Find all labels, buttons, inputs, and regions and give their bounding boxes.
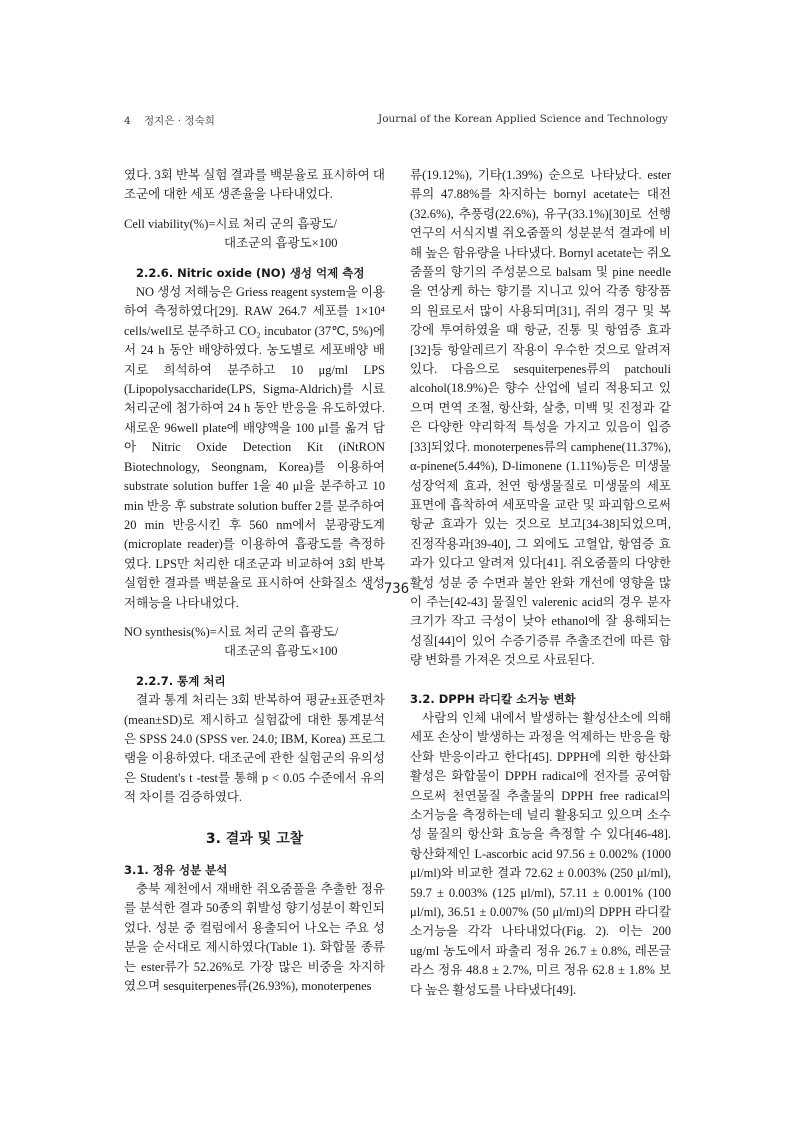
page-number: - 736 - <box>366 581 426 597</box>
paragraph-2-2-6: NO 생성 저해능은 Griess reagent system을 이용하여 측정하였다[29]. RAW 264.7 세포를 1×10⁴ cells/well로 분주하고 CO₂ incubator (37℃, 5%)에서 24 h 동안 배양하였다. 농도별로 세포배양 배지로 희석하여 분주하고 10 μg/ml LPS (Lipopolysaccharide(LPS, Sigma-Aldrich)를 시료 처리군에 첨가하여 24 h 동안 반응을 유도하였다. 새로운 96well plate에 배양액을 100 μl를 옮겨 담아 Nitric Oxide Detection Kit (iNtRON Biotechnology, Seongnam, Korea)를 이용하여 substrate solution buffer 1을 40 μl을 분주하고 10 min 반응 후 substrate solution buffer 2를 분주하여 20 min 반응시킨 후 560 nm에서 분광광도계(microplate reader)를 이용하여 흡광도를 측정하였다. LPS만 처리한 대조군과 비교하여 3회 반복 실험한 결과를 백분율로 표시하여 산화질소 생성 저해능을 나타내었다. <box>124 285 385 610</box>
formula-no-synthesis-line2: 대조군의 흡광도×100 <box>224 644 338 659</box>
paragraph-3-1: 충북 제천에서 재배한 쥐오줌풀을 추출한 정유를 분석한 결과 50종의 휘발성 향기성분이 확인되었다. 성분 중 컬럼에서 용출되어 나오는 주요 성분을 순서대로 제시하였다(Table 1). 화합물 종류는 ester류가 52.26%로 가장 많은 비중을 차지하였으며 sesquiterpenes류(26.93%), monoterpenes <box>124 882 385 994</box>
formula-cell-viability-line2: 대조군의 흡광도×100 <box>224 236 338 251</box>
formula-no-synthesis-line1: NO synthesis(%)=시료 처리 군의 흡광도/ <box>124 624 339 639</box>
paragraph-2-2-7: 결과 통계 처리는 3회 반복하여 평균±표준편차(mean±SD)로 제시하고 실험값에 대한 통계분석은 SPSS 24.0 (SPSS ver. 24.0; IBM, Korea) 프로그램을 이용하였다. 대조군에 관한 실험군의 유의성은 Student's t -test를 통해 p < 0.05 수준에서 유의적 차이를 검증하였다. <box>124 693 385 805</box>
section-heading-3-1: 3.1. 정유 성분 분석 <box>124 862 228 877</box>
running-header-journal: Journal of the Korean Applied Science and Technology <box>378 113 668 125</box>
section-heading-3-2: 3.2. DPPH 라디칼 소거능 변화 <box>410 691 576 706</box>
chapter-heading-3: 3. 결과 및 고찰 <box>205 830 304 847</box>
subsection-heading-2-2-6: 2.2.6. Nitric oxide (NO) 생성 억제 측정 <box>136 265 365 280</box>
subsection-heading-2-2-7: 2.2.7. 통계 처리 <box>136 673 226 688</box>
paragraph-continued: 였다. 3회 반복 실험 결과를 백분율로 표시하여 대조군에 대한 세포 생존율을 나타내었다. <box>124 168 385 202</box>
paragraph-3-2: 사람의 인체 내에서 발생하는 활성산소에 의해 세포 손상이 발생하는 과정을 억제하는 반응을 항산화 반응이라고 한다[45]. DPPH에 의한 항산화 활성은 화합물이 DPPH radical에 전자를 공여함으로써 천연물질 추출물의 DPPH free radical의 소거능을 측정하는데 널리 활용되고 있으며 소수성 물질의 항산화 효능을 측정할 수 있다[46-48]. 항산화제인 L-ascorbic acid 97.56 ± 0.002% (1000 μl/ml)와 비교한 결과 72.62 ± 0.003% (250 μl/ml), 59.7 ± 0.003% (125 μl/ml), 57.11 ± 0.001% (100 μl/ml), 36.51 ± 0.007% (50 μl/ml)의 DPPH 라디칼 소거능을 각각 나타내었다(Fig. 2). 이는 200 ug/ml 농도에서 파출리 정유 26.7 ± 0.8%, 레몬글라스 정유 48.8 ± 2.7%, 미르 정유 62.8 ± 1.8% 보다 높은 활성도를 나타냈다[49]. <box>410 710 671 997</box>
formula-cell-viability-line1: Cell viability(%)=시료 처리 군의 흡광도/ <box>124 216 337 231</box>
running-header-authors: 4 정지은 · 정숙희 <box>124 115 215 127</box>
paragraph-3-1-continued: 류(19.12%), 기타(1.39%) 순으로 나타났다. ester류의 47.88%를 차지하는 bornyl acetate는 대전(32.6%), 추풍령(22.6%), 유구(33.1%)[30]로 선행연구의 서식지별 쥐오줌풀의 성분분석 결과에 비해 높은 함유량을 나타냈다. Bornyl acetate는 쥐오줌풀의 향기의 주성분으로 balsam 및 pine needle을 연상케 하는 향기를 지니고 있어 각종 향장품의 원료로서 많이 사용되며[31], 쥐의 경구 및 복강에 투여하였을 때 항균, 진통 및 항염증 효과[32]등 항알레르기 작용이 우수한 것으로 알려져 있다. 다음으로 sesquiterpenes류의 patchouli alcohol(18.9%)은 향수 산업에 널리 적용되고 있으며 면역 조절, 항산화, 살충, 미백 및 진정과 같은 다양한 약리학적 특성을 가지고 있음이 입증[33]되었다. monoterpenes류의 camphene(11.37%), α-pinene(5.44%), D-limonene (1.11%)등은 미생물 성장억제 효과, 천연 항생물질로 미생물의 세포 표면에 흡착하여 세포막을 교란 및 파괴함으로써 항균 효과가 있는 것으로 보고[34-38]되었으며, 진정작용과[39-40], 그 외에도 고혈압, 항염증 효과가 있다고 알려져 있다[41]. 쥐오줌풀의 다양한 활성 성분 중 수면과 불안 완화 개선에 영향을 많이 주는[42-43] 물질인 valerenic acid의 경우 분자 크기가 작고 극성이 낮아 ethanol에 잘 용해되는 성질[44]이 있어 수증기증류 추출조건에 따른 함량 변화를 가져온 것으로 사료된다. <box>410 168 671 668</box>
